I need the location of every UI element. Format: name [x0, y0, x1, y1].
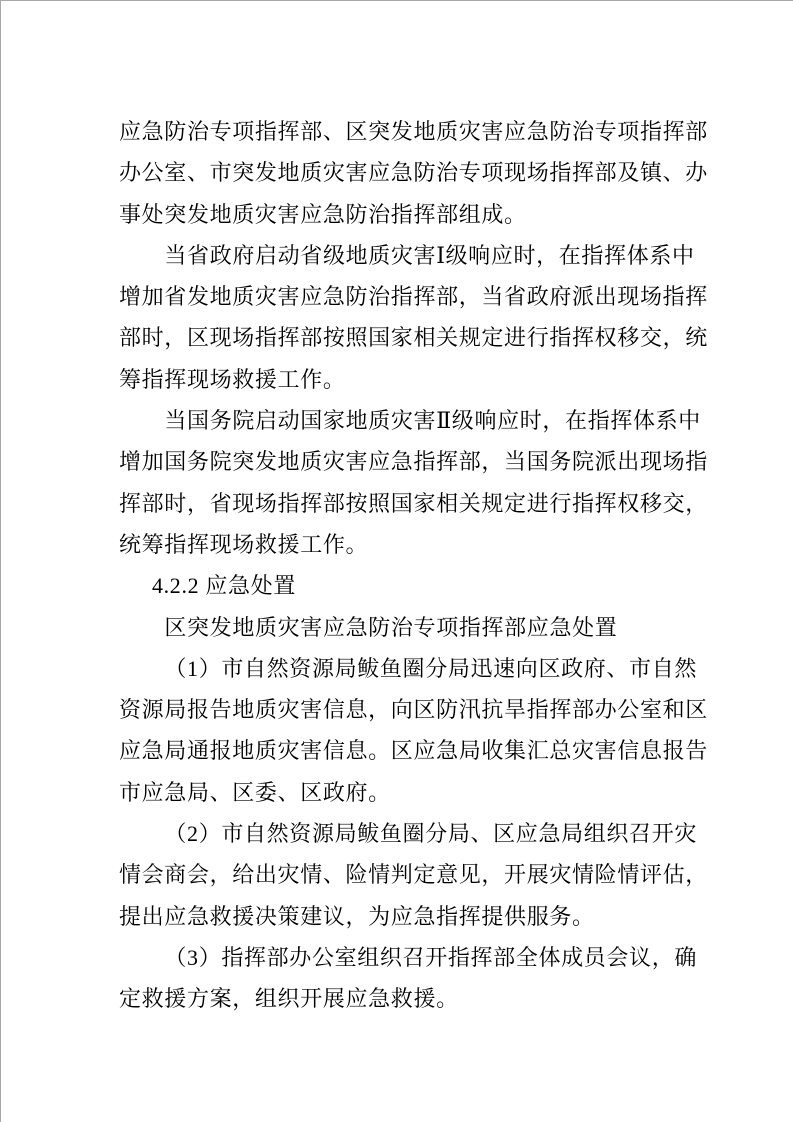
text-line: 增加省发地质灾害应急防治指挥部，当省政府派出现场指挥 [119, 284, 708, 310]
text-line: 部时，区现场指挥部按照国家相关规定进行指挥权移交，统 [119, 325, 708, 351]
text-line: （2）市自然资源局鲅鱼圈分局、区应急局组织召开灾 [164, 821, 697, 847]
text-line: 筹指挥现场救援工作。 [119, 366, 346, 392]
text-line: 定救援方案，组织开展应急救援。 [119, 986, 459, 1012]
text-line: （3）指挥部办公室组织召开指挥部全体成员会议，确 [164, 944, 697, 970]
text-line: 提出应急救援决策建议，为应急指挥提供服务。 [119, 903, 595, 929]
text-line: 情会商会，给出灾情、险情判定意见，开展灾情险情评估， [119, 862, 708, 888]
text-line: （1）市自然资源局鲅鱼圈分局迅速向区政府、市自然 [164, 655, 697, 681]
text-line: 市应急局、区委、区政府。 [119, 779, 391, 805]
text-line: 当省政府启动省级地质灾害Ⅰ级响应时，在指挥体系中 [164, 242, 695, 268]
document-text-block [119, 111, 759, 1020]
text-line: 挥部时，省现场指挥部按照国家相关规定进行指挥权移交， [119, 490, 708, 516]
text-line: 应急局通报地质灾害信息。区应急局收集汇总灾害信息报告 [119, 738, 708, 764]
text-line: 事处突发地质灾害应急防治指挥部组成。 [119, 201, 527, 227]
text-line: 区突发地质灾害应急防治专项指挥部应急处置 [164, 614, 618, 640]
text-line: 增加国务院突发地质灾害应急指挥部，当国务院派出现场指 [119, 449, 708, 475]
text-line: 当国务院启动国家地质灾害Ⅱ级响应时，在指挥体系中 [164, 408, 701, 434]
text-line: 统筹指挥现场救援工作。 [119, 531, 369, 557]
text-line: 应急防治专项指挥部、区突发地质灾害应急防治专项指挥部 [119, 119, 708, 144]
section-heading-line: 4.2.2 应急处置 [152, 573, 297, 599]
text-line: 办公室、市突发地质灾害应急防治专项现场指挥部及镇、办 [119, 160, 708, 186]
text-line: 资源局报告地质灾害信息，向区防汛抗旱指挥部办公室和区 [119, 697, 708, 723]
